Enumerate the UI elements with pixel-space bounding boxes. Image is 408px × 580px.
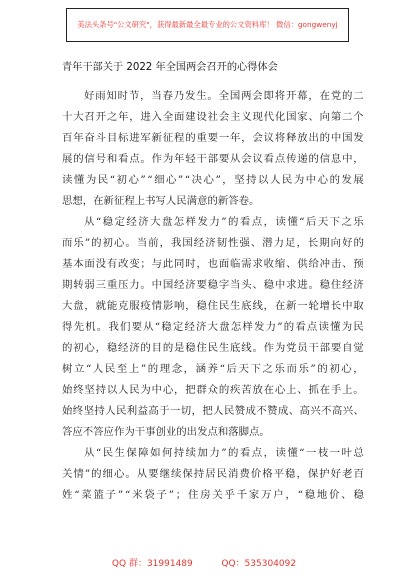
document-title: 青年干部关于 2022 年全国两会召开的心得体会 — [62, 62, 278, 73]
paragraph-line: 的 初 心 ， 稳 经 济 的 目 的 是 稳 住 民 生 底 线 。 作 为 党 员 干 部 要 自 觉 — [62, 342, 364, 354]
paragraph-line: 始 终 坚 持 以 人 民 为 中 心 ， 把 群 众 的 疾 苦 放 在 心 上 、 抓 在 手 上 。 — [62, 384, 364, 396]
paragraph-line: 姓 “ 菜 篮 子 ” “ 米 袋 子 ” ； 住 房 关 乎 千 家 万 户 ， “ 稳 地 价 、 稳 — [62, 489, 364, 501]
paragraph-line: 而 乐 ” 的 初 心 。 当 前 ， 我 国 经 济 韧 性 强 、 潜 力 足 ， 长 期 向 好 的 — [62, 237, 364, 249]
paragraph-line: 大 盘 ， 就 能 克 服 疫 情 影 响 ， 稳 住 民 生 底 线 ， 在 新 一 轮 增 长 中 取 — [62, 300, 364, 312]
paragraph-line: 期 转 弱 三 重 压 力 。 中 国 经 济 要 稳 字 当 头 、 稳 中 求 进 。 稳 住 经 济 — [62, 279, 364, 291]
paragraph-line: 从 “ 稳 定 经 济 大 盘 怎 样 发 力 ” 的 看 点 ， 读 懂 “ 后 天 下 之 乐 — [84, 216, 364, 228]
paragraph-line: 基 本 面 没 有 改 变 ； 与 此 同 时 ， 也 面 临 需 求 收 缩 、 供 给 冲 击 、 预 — [62, 258, 364, 270]
footer-qq: QQ：535304092 — [221, 559, 297, 569]
paragraph-line: 关 情 ” 的 细 心 。 从 要 继 续 保 持 居 民 消 费 价 格 平 稳 ， 保 护 好 老 百 — [62, 468, 364, 480]
paragraph-line: 十 大 召 开 之 年 ， 进 入 全 面 建 设 社 会 主 义 现 代 化 国 家 、 向 第 二 个 — [62, 111, 364, 123]
paragraph-line: 得 先 机 。 我 们 要 从 “ 稳 定 经 济 大 盘 怎 样 发 力 ” 的 看 点 读 懂 为 民 — [62, 321, 364, 333]
paragraph-line: 答应不答应作为干事创业的出发点和落脚点。 — [62, 426, 270, 438]
footer-contact — [0, 556, 408, 569]
banner-text: 美法头条号"公文研究"，获得最新最全最专业的公文资料库！ 微信：gongwenyj — [77, 20, 338, 29]
paragraph-line: 树 立 “ 人 民 至 上 ” 的 理 念 ， 涵 养 “ 后 天 下 之 乐 而 乐 ” 的 初 心 ， — [62, 363, 364, 375]
paragraph-line: 思想，在新征程上书写人民满意的新答卷。 — [62, 195, 260, 207]
paragraph-line: 读 懂 为 民 “ 初 心 ” “ 细 心 ” “ 决 心 ” ， 坚 持 以 人 民 为 中 心 的 发 展 — [62, 174, 364, 186]
document-body — [62, 86, 364, 506]
paragraph-line: 百 年 奋 斗 目 标 进 军 新 征 程 的 重 要 一 年 ， 会 议 将 释 放 出 的 中 国 发 — [62, 132, 364, 144]
paragraph-line: 始 终 坚 持 人 民 利 益 高 于 一 切 ， 把 人 民 赞 成 不 赞 成 、 高 兴 不 高 兴 、 — [62, 405, 364, 417]
footer-qq-group: QQ 群：31991489 — [111, 559, 193, 569]
paragraph-line: 展 的 信 号 和 看 点 。 作 为 年 轻 干 部 要 从 会 议 看 点 传 递 的 信 息 中 ， — [62, 153, 364, 165]
header-banner — [66, 8, 349, 42]
paragraph-line: 从 “ 民 生 保 障 如 何 持 续 加 力 ” 的 看 点 ， 读 懂 “ 一 枝 一 叶 总 — [84, 447, 364, 459]
paragraph-line: 好 雨 知 时 节 ， 当 春 乃 发 生 。 全 国 两 会 即 将 开 幕 ， 在 党 的 二 — [84, 90, 364, 102]
